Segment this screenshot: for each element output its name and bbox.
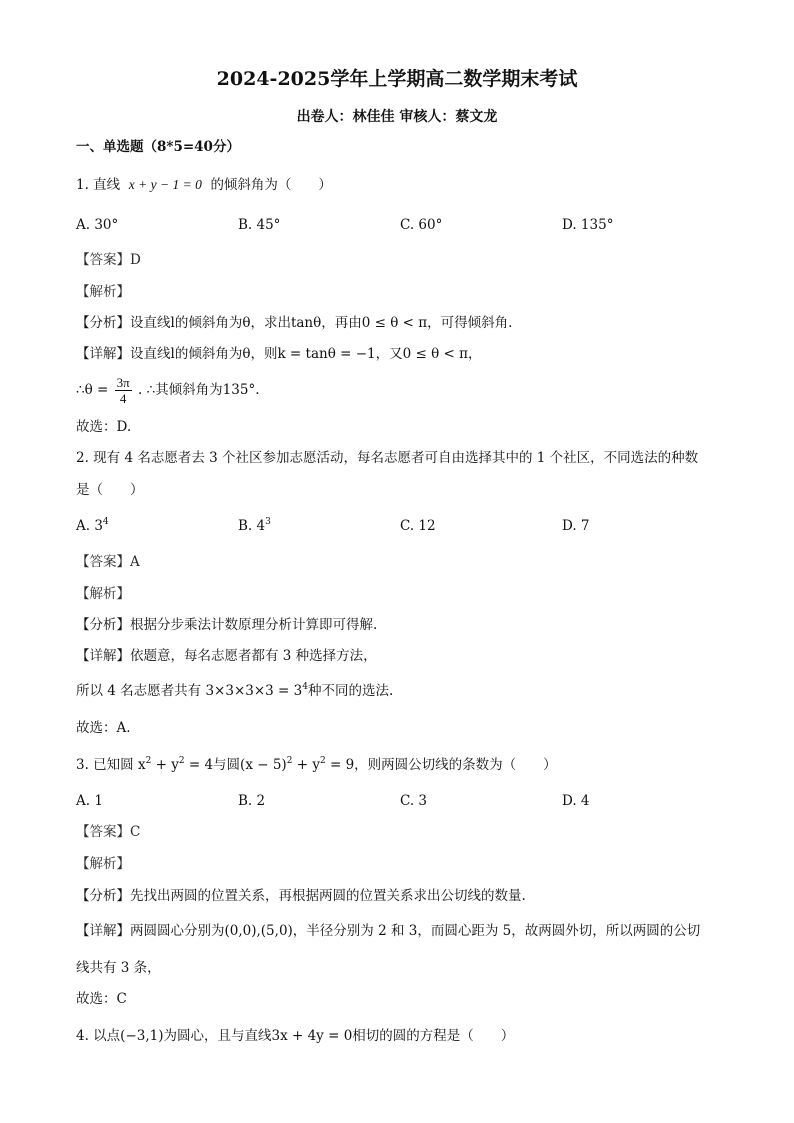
q1-therefore-pre: ∴θ = [76,382,109,398]
fraction-numerator: 3π [116,375,130,390]
q1-option-a: A. 30° [76,217,119,233]
q3-option-a: A. 1 [76,793,103,809]
q1-equation: x + y − 1 = 0 [128,177,202,192]
q1-option-d: D. 135° [562,217,614,233]
q2-option-a-exponent: 4 [102,517,109,527]
question-2-line-1: 2. 现有 4 名志愿者去 3 个社区参加志愿活动，每名志愿者可自由选择其中的 1 个社区，不同选法的种数 [76,450,699,466]
q1-xiangjie: 【详解】设直线l的倾斜角为θ，则k = tanθ = −1，又0 ≤ θ < π， [76,346,482,362]
q2-choose: 故选：A. [76,720,131,736]
q3-xiangjie-2: 线共有 3 条， [76,960,161,976]
q3-mid-4: = 9，则两圆公切线的条数为（ ） [325,757,557,773]
q1-fenxi: 【分析】设直线l的倾斜角为θ，求出tanθ，再由0 ≤ θ < π，可得倾斜角. [76,315,513,331]
q2-option-b-base: B. 4 [238,518,266,534]
q1-choose: 故选：D. [76,419,132,435]
q2-answer: 【答案】A [76,554,140,570]
q3-option-b: B. 2 [238,793,266,809]
question-3 [76,756,557,774]
q3-answer: 【答案】C [76,824,141,840]
q3-analysis-label: 【解析】 [76,856,130,872]
q1-therefore [76,372,259,408]
q1-option-c: C. 60° [400,217,443,233]
q2-xiangjie: 【详解】依题意，每名志愿者都有 3 种选择方法， [76,648,377,664]
question-1 [76,176,332,194]
q1-therefore-post: . ∴其倾斜角为135°. [138,382,260,398]
q1-option-b: B. 45° [238,217,281,233]
q2-so-exponent: 4 [302,682,308,692]
fraction-denominator: 4 [119,391,127,406]
q3-sq-4: 2 [319,756,326,766]
exam-authors: 出卷人：林佳佳 审核人：蔡文龙 [296,109,498,125]
q3-fenxi: 【分析】先找出两圆的位置关系，再根据两圆的位置关系求出公切线的数量. [76,888,526,904]
q3-mid-2: = 4与圆(x − 5) [184,757,287,773]
q2-option-c: C. 12 [400,518,436,534]
q1-prefix: 1. 直线 [76,177,121,193]
q2-analysis-label: 【解析】 [76,586,130,602]
q1-answer: 【答案】D [76,252,141,268]
q2-option-a-base: A. 3 [76,518,103,534]
q2-option-d: D. 7 [562,518,590,534]
section-heading: 一、单选题（8*5=40分） [76,139,240,155]
q3-mid-1: + y [151,757,179,773]
q3-xiangjie-1: 【详解】两圆圆心分别为(0,0),(5,0)，半径分别为 2 和 3，而圆心距为 5，故两圆外切，所以两圆的公切 [76,923,701,939]
exam-title: 2024-2025学年上学期高二数学期末考试 [216,68,578,90]
q2-so-pre: 所以 4 名志愿者共有 3×3×3×3 = 3 [76,683,303,699]
q2-so-post: 种不同的选法. [307,683,394,699]
q3-option-d: D. 4 [562,793,590,809]
q2-so [76,682,393,700]
question-2-line-2: 是（ ） [76,482,144,498]
q3-sq-2: 2 [178,756,185,766]
q3-option-c: C. 3 [400,793,428,809]
q2-option-b-exponent: 3 [265,517,271,527]
q3-sq-1: 2 [145,756,152,766]
q2-option-b [238,517,271,535]
q2-option-a [76,517,109,535]
q3-sq-3: 2 [286,756,293,766]
q1-suffix: 的倾斜角为（ ） [210,177,332,193]
question-4: 4. 以点(−3,1)为圆心，且与直线3x + 4y = 0相切的圆的方程是（ ） [76,1028,515,1044]
q1-analysis-label: 【解析】 [76,284,130,300]
q3-pre: 3. 已知圆 x [76,757,146,773]
q3-mid-3: + y [292,757,320,773]
q1-fraction [115,375,132,406]
q2-fenxi: 【分析】根据分步乘法计数原理分析计算即可得解. [76,617,378,633]
q3-choose: 故选：C [76,991,127,1007]
